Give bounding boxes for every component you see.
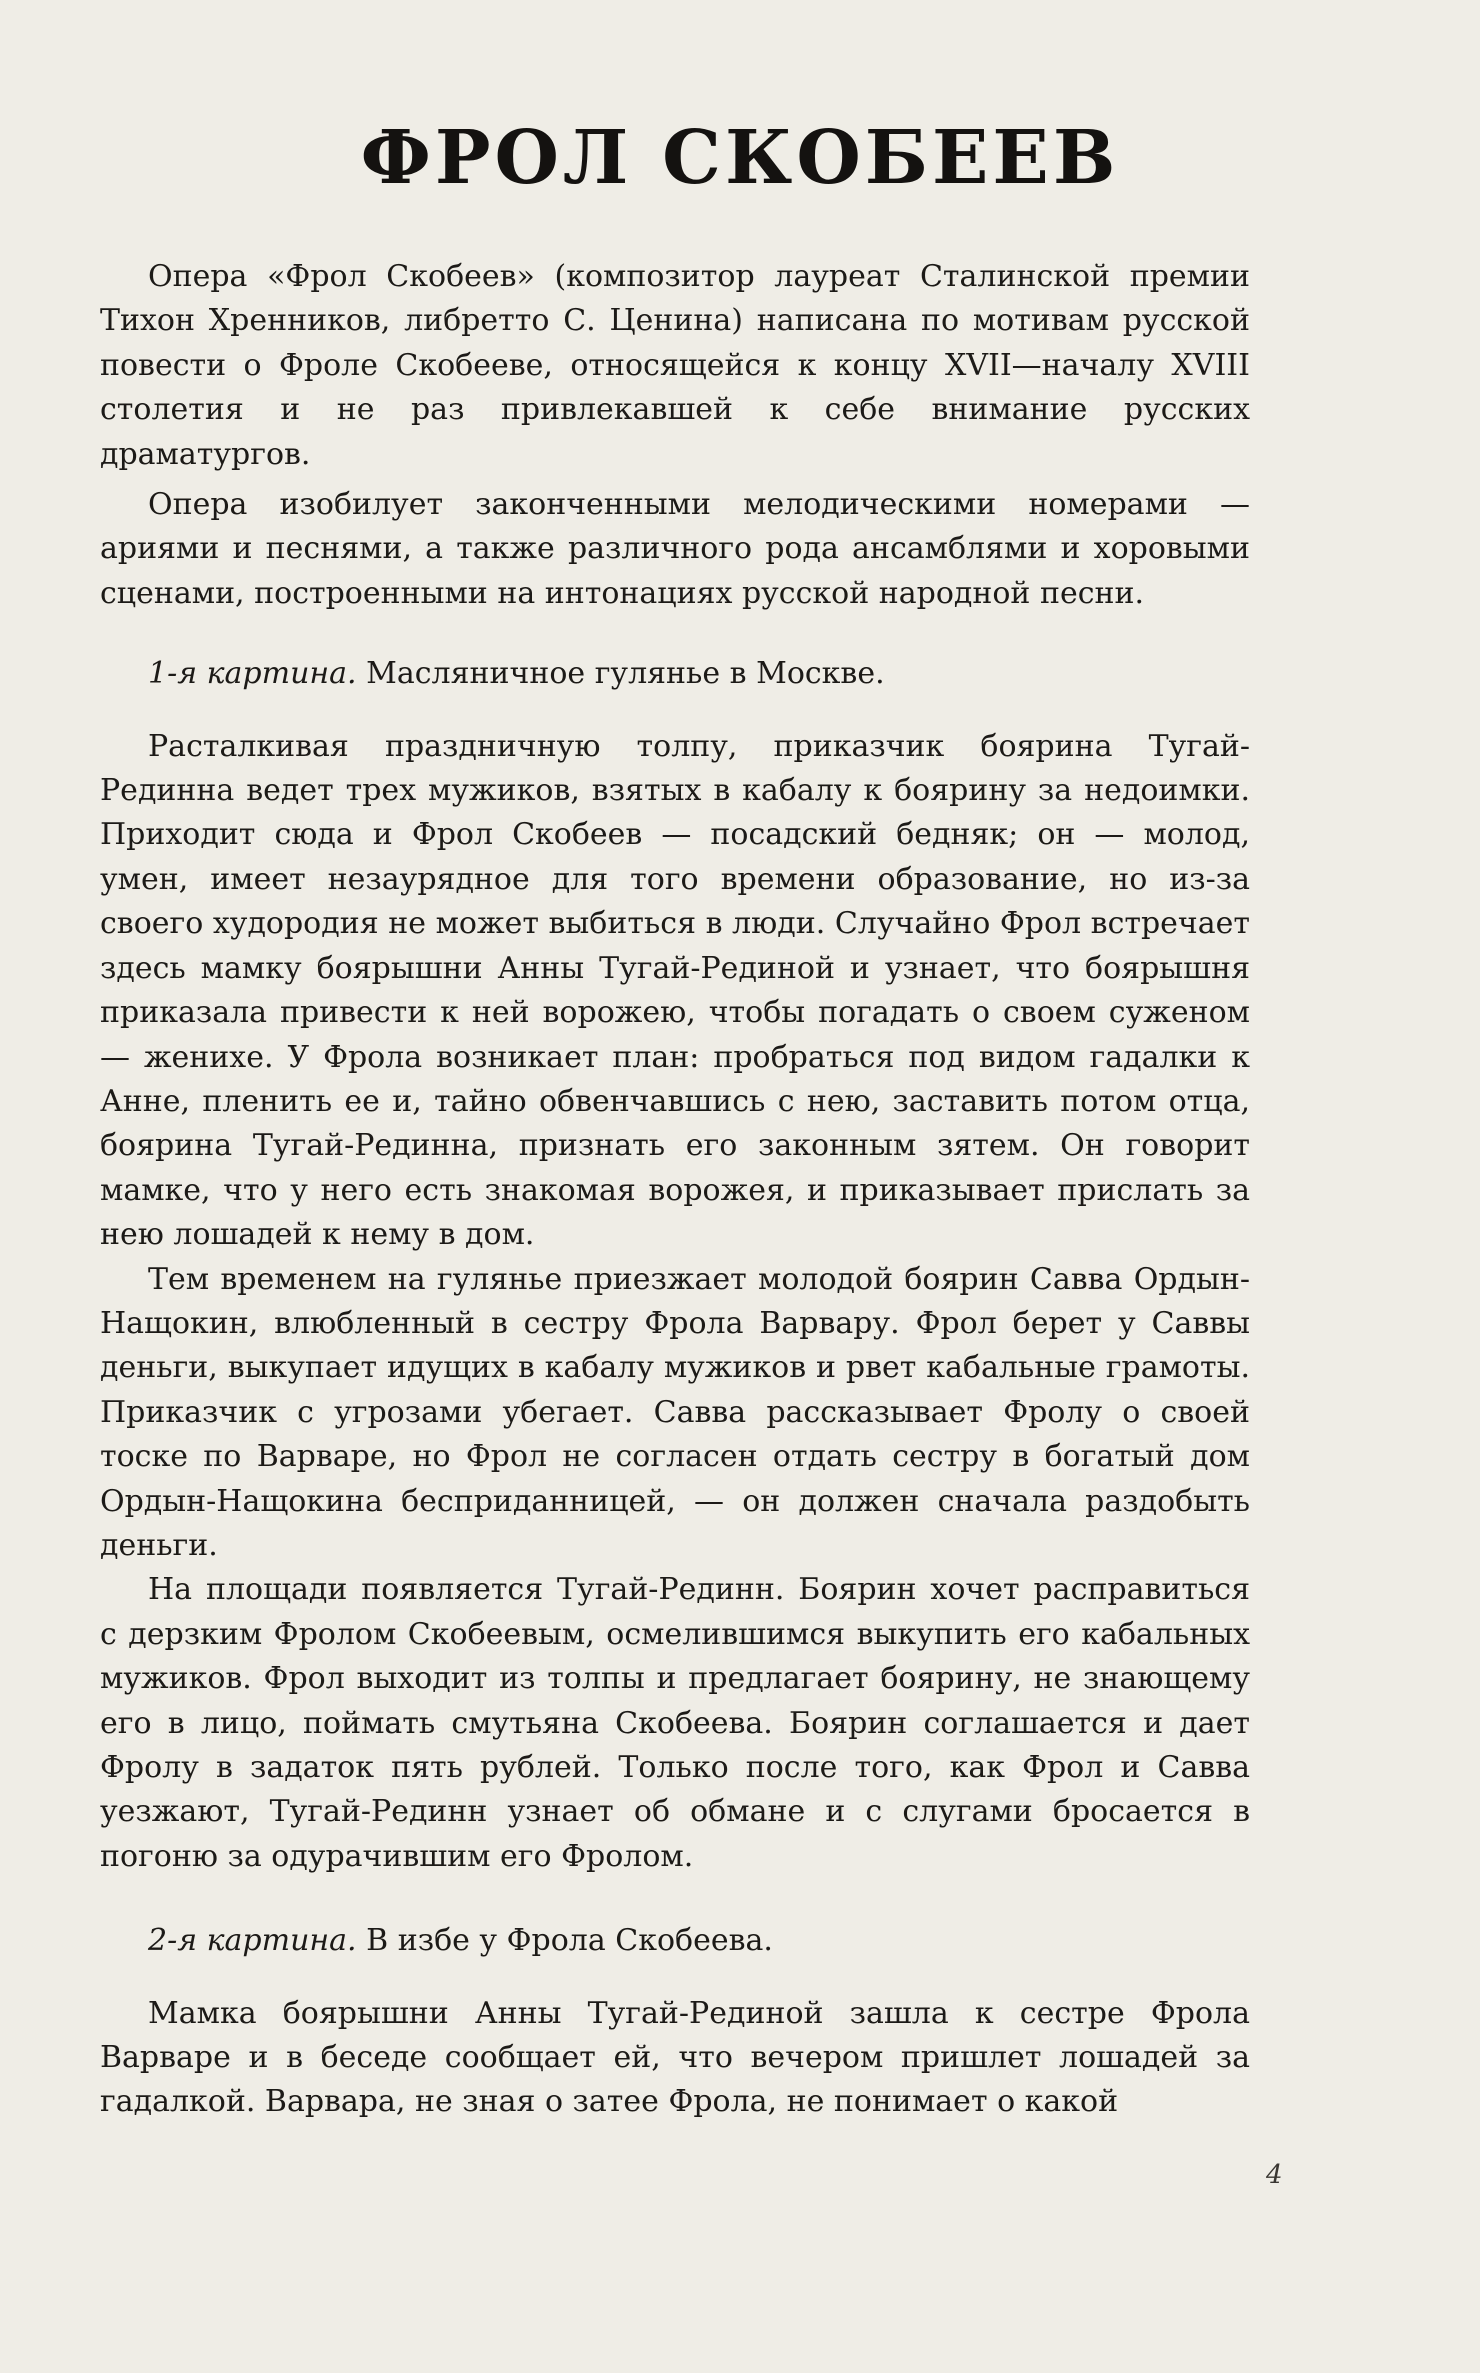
scene-1-number: 1-я картина.: [148, 656, 357, 692]
scene-2-number: 2-я картина.: [148, 1923, 357, 1959]
scene-1-paragraph-1: Расталкивая праздничную толпу, приказчик боярина Тугай-Рединна ведет трех мужиков, взятых в кабалу к боярину за недоимки. Приходит сюда и Фрол Скобеев — посадский бедняк; он — молод, умен, имеет незаурядное для того времени образование, но из-за своего худородия не может выбиться в люди. Случайно Фрол встречает здесь мамку боярышни Анны Тугай-Рединой и узнает, что боярышня приказала привести к ней ворожею, чтобы погадать о своем суженом — женихе. У Фрола возникает план: пробраться под видом гадалки к Анне, пленить ее и, тайно обвенчавшись с нею, заставить потом отца, боярина Тугай-Рединна, признать его законным зятем. Он говорит мамке, что у него есть знакомая ворожея, и приказывает прислать за нею лошадей к нему в дом.: [100, 728, 1250, 1253]
scene-2-title: В избе у Фрола Скобеева.: [366, 1923, 773, 1959]
scene-1-paragraph-2: Тем временем на гулянье приезжает молодой боярин Савва Ордын-Нащокин, влюбленный в сестру Фрола Варвару. Фрол берет у Саввы деньги, выкупает идущих в кабалу мужиков и рвет кабальные грамоты. Приказчик с угрозами убегает. Савва рассказывает Фролу о своей тоске по Варваре, но Фрол не согласен отдать сестру в богатый дом Ордын-Нащокина бесприданницей, — он должен сначала раздобыть деньги.: [100, 1261, 1250, 1563]
scene-2-paragraph-1: Мамка боярышни Анны Тугай-Рединой зашла к сестре Фрола Варваре и в беседе сообщает ей, что вечером пришлет лошадей за гадалкой. Варвара, не зная о затее Фрола, не понимает о какой: [100, 1995, 1250, 2120]
intro-paragraph-1: Опера «Фрол Скобеев» (композитор лауреат Сталинской премии Тихон Хренников, либретто С. Ценина) написана по мотивам русской повести о Фроле Скобееве, относящейся к концу XVII—началу XVIII столетия и не раз привлекавшей к себе внимание русских драматургов.: [100, 259, 1250, 472]
scene-2-heading: [100, 1919, 1250, 1963]
document-body: [100, 255, 1250, 2125]
page-number: 4: [1266, 2160, 1283, 2190]
scene-1-paragraph-3: На площади появляется Тугай-Рединн. Боярин хочет расправиться с дерзким Фролом Скобеевым, осмелившимся выкупить его кабальных мужиков. Фрол выходит из толпы и предлагает боярину, не знающему его в лицо, поймать смутьяна Скобеева. Боярин соглашается и дает Фролу в задаток пять рублей. Только после того, как Фрол и Савва уезжают, Тугай-Рединн узнает об обмане и с слугами бросается в погоню за одурачившим его Фролом.: [100, 1572, 1250, 1874]
scene-1-heading: [100, 652, 1250, 696]
page-title: ФРОЛ СКОБЕЕВ: [360, 115, 1120, 201]
scene-1-title: Масляничное гулянье в Москве.: [366, 656, 885, 692]
intro-paragraph-2: Опера изобилует законченными мелодическими номерами — ариями и песнями, а также различного рода ансамблями и хоровыми сценами, построенными на интонациях русской народной песни.: [100, 487, 1250, 611]
